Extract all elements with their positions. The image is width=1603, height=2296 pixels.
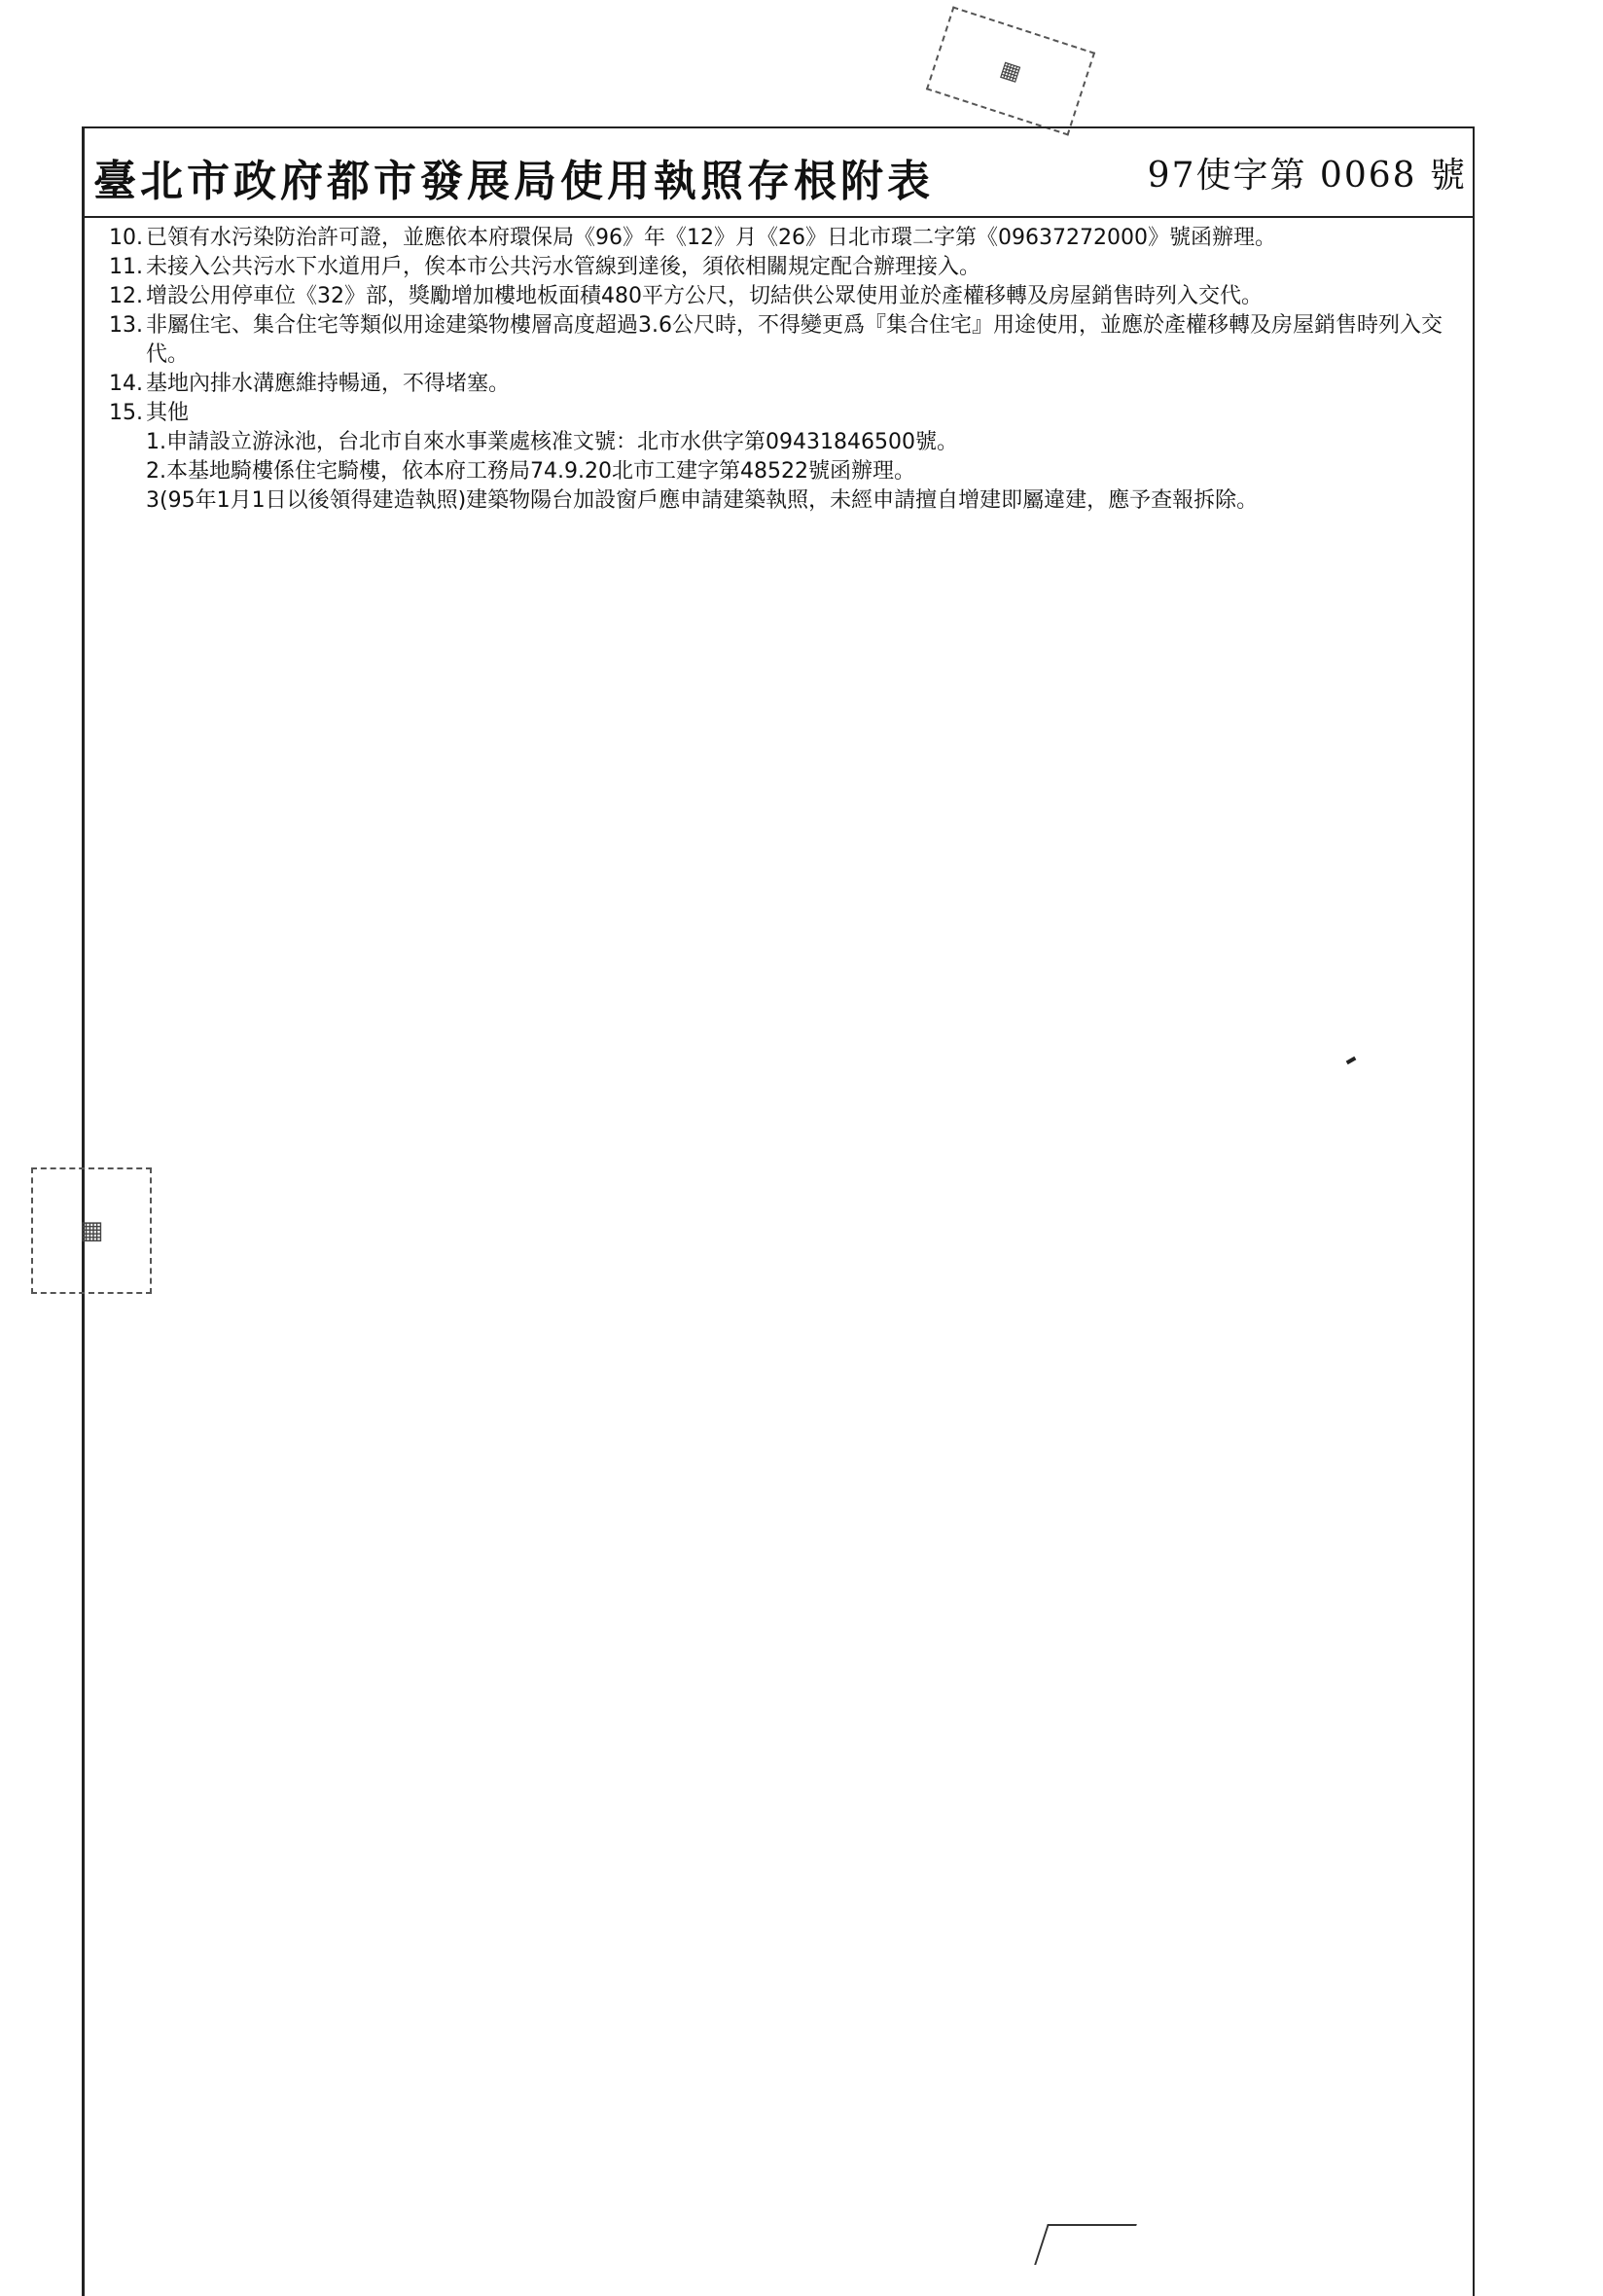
subitem: 1.申請設立游泳池，台北市自來水事業處核准文號：北市水供字第09431846500號。: [146, 430, 958, 454]
list-item: [109, 370, 1471, 399]
item-number: 12.: [109, 284, 143, 308]
subitem: 3(95年1月1日以後領得建造執照)建築物陽台加設窗戶應申請建築執照，未經申請擅自增建即屬違建，應予查報拆除。: [146, 488, 1259, 513]
item-text: 增設公用停車位《32》部，獎勵增加樓地板面積480平方公尺，切結供公眾使用並於產權移轉及房屋銷售時列入交代。: [146, 284, 1263, 308]
list-item: [109, 399, 1471, 428]
page-title: 臺北市政府都市發展局使用執照存根附表: [93, 157, 934, 206]
list-item: [109, 253, 1471, 282]
list-item: [109, 224, 1471, 253]
official-seal-icon: ▦: [997, 55, 1024, 87]
item-text: 未接入公共污水下水道用戶，俟本市公共污水管線到達後，須依相關規定配合辦理接入。: [146, 255, 981, 279]
item-number: 10.: [109, 226, 143, 250]
list-item: [109, 311, 1471, 370]
subitem: 2.本基地騎樓係住宅騎樓，依本府工務局74.9.20北市工建字第48522號函辦理。: [146, 459, 915, 484]
item-number: 13.: [109, 313, 143, 338]
document-number: 97使字第 0068 號: [1147, 156, 1467, 196]
item-text: 其他: [146, 401, 190, 425]
item-text: 非屬住宅、集合住宅等類似用途建築物樓層高度超過3.6公尺時，不得變更爲『集合住宅』用途使用，並應於產權移轉及房屋銷售時列入交代。: [146, 313, 1443, 367]
item-number: 15.: [109, 401, 143, 425]
official-seal-icon: ▦: [77, 1216, 106, 1245]
other-subitems: [146, 428, 1471, 516]
official-seal-top: [926, 6, 1095, 135]
item-number: 11.: [109, 255, 143, 279]
item-number: 14.: [109, 372, 143, 396]
item-text: 基地內排水溝應維持暢通，不得堵塞。: [146, 372, 511, 396]
list-item: [109, 282, 1471, 311]
official-seal-side: [31, 1167, 152, 1294]
signature-scribble: [1034, 2224, 1137, 2265]
item-text: 已領有水污染防治許可證，並應依本府環保局《96》年《12》月《26》日北市環二字第《09637272000》號函辦理。: [146, 226, 1276, 250]
conditions-list: [109, 224, 1471, 516]
